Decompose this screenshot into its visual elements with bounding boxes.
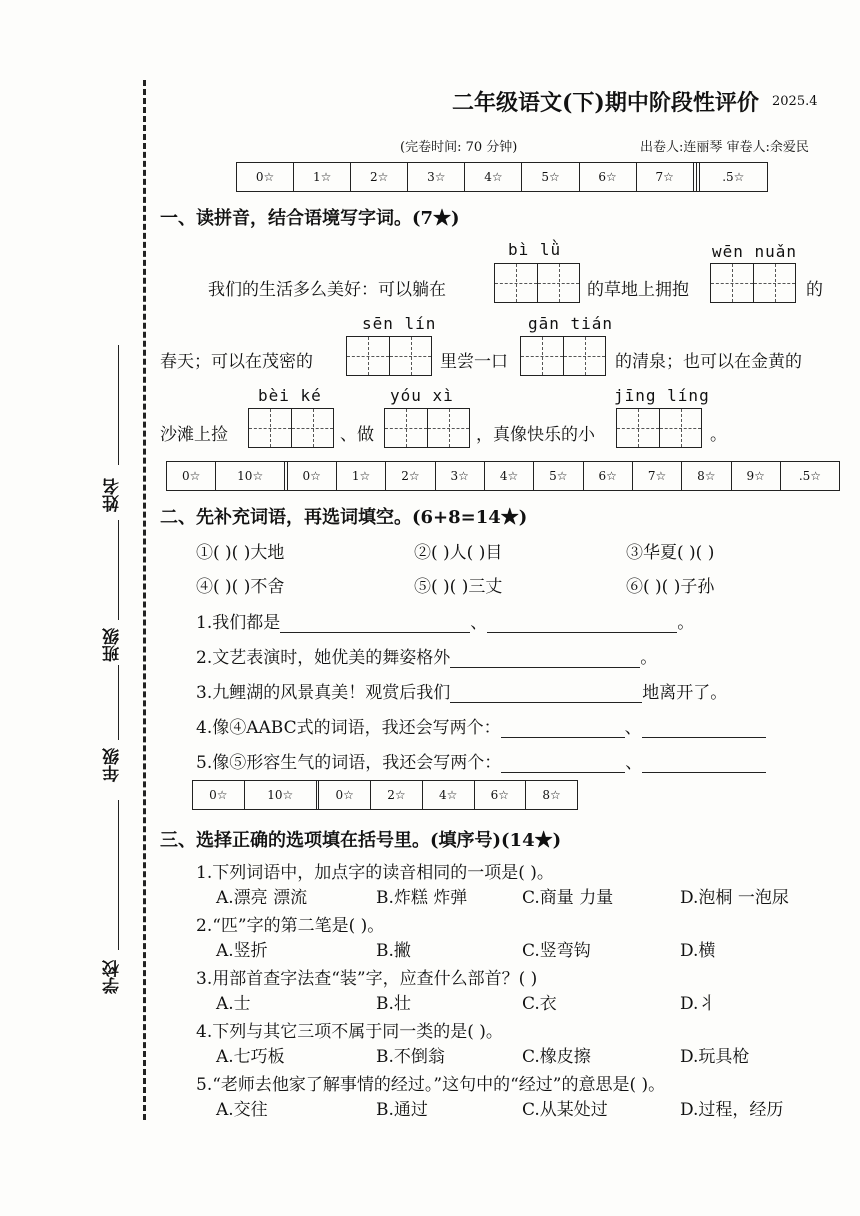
score-table-section2 xyxy=(192,780,578,810)
pinyin-youxi: yóu xì xyxy=(390,386,454,405)
fill-q2-blank[interactable] xyxy=(450,649,640,668)
score-cell: 7☆ xyxy=(632,462,681,491)
choice-option: A.七巧板 xyxy=(216,1047,285,1067)
choice-option: C.竖弯钩 xyxy=(522,941,591,961)
pinyin-bilv: bì lǜ xyxy=(508,240,562,259)
score-cell: 7☆ xyxy=(636,163,693,192)
fill-q1-sep: 、 xyxy=(470,613,488,633)
fill-q1-text: 1.我们都是 xyxy=(196,613,281,633)
s1-line2-text-a: 春天；可以在茂密的 xyxy=(160,352,313,372)
section1-heading: 一、读拼音，结合语境写字词。(7★) xyxy=(160,208,460,229)
score-cell: 6☆ xyxy=(583,462,632,491)
fill-q4-sep: 、 xyxy=(624,718,642,738)
school-underline xyxy=(118,800,119,950)
s1-line1-text-a: 我们的生活多么美好：可以躺在 xyxy=(208,280,446,300)
score-cell: 6☆ xyxy=(474,781,526,810)
s1-line2-text-b: 里尝一口 xyxy=(440,352,508,372)
fill-question-4 xyxy=(196,713,766,738)
choice-option: D.丬 xyxy=(680,994,716,1014)
choice-question-2[interactable]: 2.“匹”字的第二笔是( )。 xyxy=(196,916,385,936)
choice-option: B.不倒翁 xyxy=(376,1047,445,1067)
choice-option: B.炸糕 炸弹 xyxy=(376,888,468,908)
score-cell: 2☆ xyxy=(371,781,423,810)
idiom-1[interactable]: ①( )( )大地 xyxy=(196,543,285,563)
fill-question-2 xyxy=(196,643,657,668)
s1-line2-text-c: 的清泉；也可以在金黄的 xyxy=(615,352,802,372)
class-underline xyxy=(118,520,119,620)
score-cell: 2☆ xyxy=(351,163,408,192)
fill-question-3 xyxy=(196,678,727,703)
score-cell: 4☆ xyxy=(465,163,522,192)
fill-q5-sep: 、 xyxy=(625,753,643,773)
choice-option: A.漂亮 漂流 xyxy=(216,888,308,908)
score-cell: 0☆ xyxy=(287,462,336,491)
page-title: 二年级语文(下)期中阶段性评价 xyxy=(452,90,759,116)
score-table-top xyxy=(236,162,768,192)
choice-option: D.玩具枪 xyxy=(680,1047,750,1067)
choice-question-3[interactable]: 3.用部首查字法查“装”字，应查什么部首？( ) xyxy=(196,969,538,989)
choice-question-4[interactable]: 4.下列与其它三项不属于同一类的是( )。 xyxy=(196,1022,503,1042)
s1-line3-text-a: 沙滩上捡 xyxy=(160,425,228,445)
score-cell: 8☆ xyxy=(682,462,731,491)
choice-option: C.衣 xyxy=(522,994,557,1014)
answer-grid-bilv[interactable] xyxy=(494,263,580,303)
score-cell: 8☆ xyxy=(526,781,578,810)
fill-q1-end: 。 xyxy=(677,613,695,633)
binding-dashed-line xyxy=(143,80,146,1120)
idiom-5[interactable]: ⑤( )( )三丈 xyxy=(414,577,503,597)
idiom-2[interactable]: ②( )人( )目 xyxy=(414,543,503,563)
score-cell: 4☆ xyxy=(422,781,474,810)
name-underline xyxy=(118,345,119,465)
choice-option: A.士 xyxy=(216,994,251,1014)
choice-option: A.竖折 xyxy=(216,941,268,961)
pinyin-senlin: sēn lín xyxy=(362,314,437,333)
s1-line1-text-b: 的草地上拥抱 xyxy=(587,280,689,300)
score-cell: 5☆ xyxy=(522,163,579,192)
choice-option: B.通过 xyxy=(376,1100,428,1120)
s1-line3-text-d: 。 xyxy=(710,425,727,445)
score-cell: 3☆ xyxy=(408,163,465,192)
choice-option: D.横 xyxy=(680,941,716,961)
answer-grid-gantian[interactable] xyxy=(520,336,606,376)
fill-q3-blank[interactable] xyxy=(450,684,642,703)
choice-option: D.泡桐 一泡尿 xyxy=(680,888,789,908)
score-cell: 1☆ xyxy=(294,163,351,192)
choice-option: A.交往 xyxy=(216,1100,268,1120)
fill-q5-blank-b[interactable] xyxy=(642,754,766,773)
score-cell: 10☆ xyxy=(244,781,316,810)
choice-option: C.商量 力量 xyxy=(522,888,614,908)
s1-line1-text-c: 的 xyxy=(806,280,823,300)
side-label-grade: 年级 xyxy=(103,748,123,782)
fill-q4-text: 4.像④AABC式的词语，我还会写两个： xyxy=(196,718,501,738)
score-table-section1 xyxy=(166,461,840,491)
fill-question-1 xyxy=(196,608,694,633)
score-cell: 0☆ xyxy=(319,781,371,810)
choice-option: C.橡皮擦 xyxy=(522,1047,591,1067)
score-cell: 2☆ xyxy=(386,462,435,491)
fill-q5-blank-a[interactable] xyxy=(501,754,625,773)
exam-date: 2025.4 xyxy=(772,94,818,109)
idiom-4[interactable]: ④( )( )不舍 xyxy=(196,577,285,597)
score-cell: 5☆ xyxy=(534,462,583,491)
section2-heading: 二、先补充词语，再选词填空。(6+8=14★) xyxy=(160,507,528,528)
choice-option: B.壮 xyxy=(376,994,411,1014)
side-label-name: 姓名 xyxy=(103,478,123,512)
fill-q3-text: 3.九鲤湖的风景真美！观赏后我们 xyxy=(196,683,451,703)
score-cell: 1☆ xyxy=(336,462,385,491)
score-cell: 10☆ xyxy=(216,462,285,491)
choice-option: D.过程，经历 xyxy=(680,1100,784,1120)
score-cell: 9☆ xyxy=(731,462,780,491)
section3-heading: 三、选择正确的选项填在括号里。(填序号)(14★) xyxy=(160,830,562,851)
choice-option: B.撇 xyxy=(376,941,411,961)
answer-grid-beike[interactable] xyxy=(248,408,334,448)
answer-grid-senlin[interactable] xyxy=(346,336,432,376)
score-cell: 0☆ xyxy=(193,781,245,810)
fill-question-5 xyxy=(196,748,766,773)
choice-option: C.从某处过 xyxy=(522,1100,608,1120)
fill-q2-end: 。 xyxy=(640,648,658,668)
score-cell: .5☆ xyxy=(699,163,767,192)
fill-q5-text: 5.像⑤形容生气的词语，我还会写两个： xyxy=(196,753,502,773)
answer-grid-youxi[interactable] xyxy=(384,408,470,448)
s1-line3-text-b: 、做 xyxy=(340,425,374,445)
idiom-6[interactable]: ⑥( )( )子孙 xyxy=(626,577,715,597)
pinyin-wennuan: wēn nuǎn xyxy=(712,242,798,261)
pinyin-jingling: jīng líng xyxy=(614,386,710,405)
fill-q1-blank-b[interactable] xyxy=(487,614,677,633)
score-cell: 0☆ xyxy=(167,462,216,491)
choice-question-1[interactable]: 1.下列词语中，加点字的读音相同的一项是( )。 xyxy=(196,863,554,883)
fill-q4-blank-a[interactable] xyxy=(501,719,625,738)
score-cell: 6☆ xyxy=(579,163,636,192)
exam-time: (完卷时间: 70 分钟) xyxy=(400,140,518,155)
fill-q4-blank-b[interactable] xyxy=(642,719,766,738)
score-cell: 0☆ xyxy=(237,163,294,192)
fill-q3-end: 地离开了。 xyxy=(642,683,728,703)
answer-grid-wennuan[interactable] xyxy=(710,263,796,303)
side-label-school: 学校 xyxy=(103,960,123,994)
fill-q1-blank-a[interactable] xyxy=(280,614,470,633)
score-cell: .5☆ xyxy=(780,462,839,491)
fill-q2-text: 2.文艺表演时，她优美的舞姿格外 xyxy=(196,648,451,668)
side-label-class: 班级 xyxy=(103,628,123,662)
idiom-3[interactable]: ③华夏( )( ) xyxy=(626,543,715,563)
pinyin-beike: bèi ké xyxy=(258,386,322,405)
s1-line3-text-c: ，真像快乐的小 xyxy=(476,425,595,445)
score-cell: 3☆ xyxy=(435,462,484,491)
score-cell: 4☆ xyxy=(484,462,533,491)
pinyin-gantian: gān tián xyxy=(528,314,614,333)
grade-underline xyxy=(118,665,119,740)
exam-authors: 出卷人:连丽琴 审卷人:余爱民 xyxy=(640,140,809,155)
answer-grid-jingling[interactable] xyxy=(616,408,702,448)
choice-question-5[interactable]: 5.“老师去他家了解事情的经过。”这句中的“经过”的意思是( )。 xyxy=(196,1075,666,1095)
